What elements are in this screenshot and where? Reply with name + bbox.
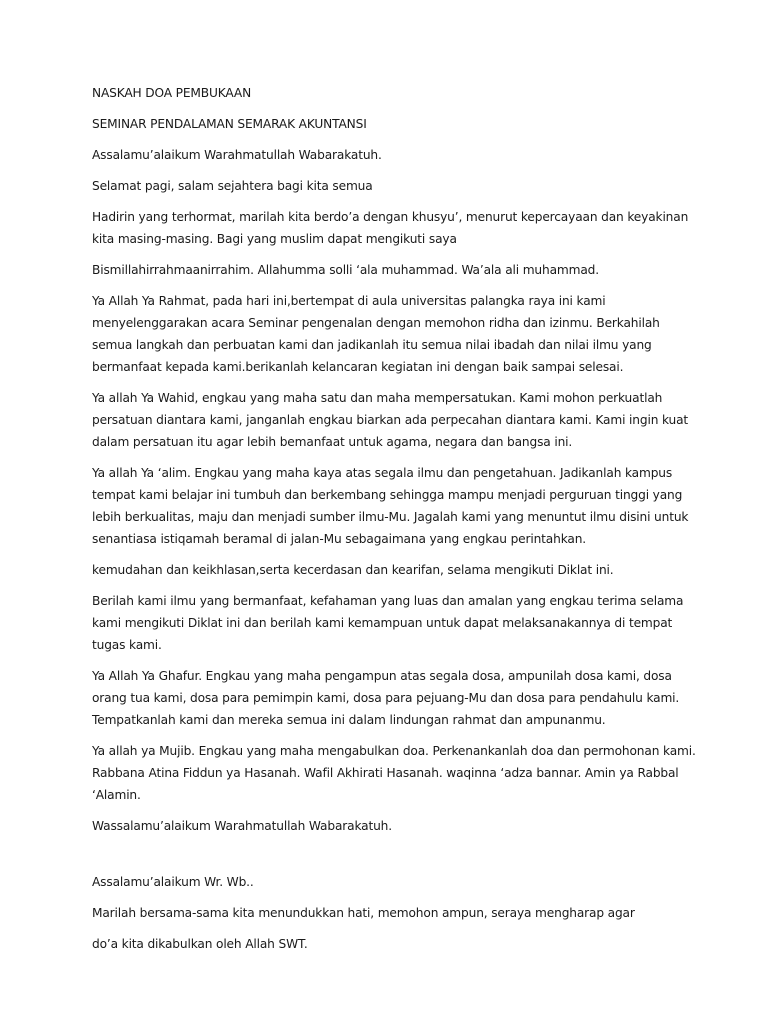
paragraph-line: Assalamu’alaikum Warahmatullah Wabarakatuh. xyxy=(92,148,382,162)
paragraph xyxy=(92,902,692,924)
paragraph-line: persatuan diantara kami, janganlah engkau biarkan ada perpecahan diantara kami. Kami ingin kuat xyxy=(92,413,689,427)
paragraph-line: lebih berkualitas, maju dan menjadi sumber ilmu-Mu. Jagalah kami yang menuntut ilmu disini untuk xyxy=(92,510,689,524)
paragraph-line: do’a kita dikabulkan oleh Allah SWT. xyxy=(92,937,308,951)
paragraph xyxy=(92,933,692,955)
paragraph-line: tugas kami. xyxy=(92,638,162,652)
paragraph-line: dalam persatuan itu agar lebih bemanfaat untuk agama, negara dan bangsa ini. xyxy=(92,435,573,449)
paragraph-line: Marilah bersama-sama kita menundukkan hati, memohon ampun, seraya mengharap agar xyxy=(92,906,635,920)
paragraph-line: Bismillahirrahmaanirrahim. Allahumma solli ‘ala muhammad. Wa’ala ali muhammad. xyxy=(92,263,599,277)
paragraph-line: kita masing-masing. Bagi yang muslim dapat mengikuti saya xyxy=(92,232,457,246)
paragraph-line: Ya Allah Ya Ghafur. Engkau yang maha pengampun atas segala dosa, ampunilah dosa kami, dosa xyxy=(92,669,672,683)
paragraph-line: Ya Allah Ya Rahmat, pada hari ini,bertempat di aula universitas palangka raya ini kami xyxy=(92,294,606,308)
paragraph-line: bermanfaat kepada kami.berikanlah kelancaran kegiatan ini dengan baik sampai selesai. xyxy=(92,360,624,374)
paragraph xyxy=(92,259,692,281)
paragraph-line: Wassalamu’alaikum Warahmatullah Wabarakatuh. xyxy=(92,819,392,833)
paragraph xyxy=(92,387,692,453)
paragraph-line: menyelenggarakan acara Seminar pengenalan dengan memohon ridha dan izinmu. Berkahilah xyxy=(92,316,660,330)
paragraph-line: Assalamu’alaikum Wr. Wb.. xyxy=(92,875,254,889)
paragraph xyxy=(92,559,692,581)
paragraph-line: Hadirin yang terhormat, marilah kita berdo’a dengan khusyu’, menurut kepercayaan dan keyakinan xyxy=(92,210,689,224)
paragraph-line: ‘Alamin. xyxy=(92,788,141,802)
paragraph-line: orang tua kami, dosa para pemimpin kami, dosa para pejuang-Mu dan dosa para pendahulu kami. xyxy=(92,691,680,705)
paragraph xyxy=(92,462,692,550)
document-title: NASKAH DOA PEMBUKAAN xyxy=(92,86,252,100)
paragraph xyxy=(92,590,692,656)
paragraph-line: Ya allah Ya ‘alim. Engkau yang maha kaya atas segala ilmu dan pengetahuan. Jadikanlah kampus xyxy=(92,466,673,480)
paragraph-line: tempat kami belajar ini tumbuh dan berkembang sehingga mampu menjadi perguruan tinggi yang xyxy=(92,488,683,502)
paragraph-line: kemudahan dan keikhlasan,serta kecerdasan dan kearifan, selama mengikuti Diklat ini. xyxy=(92,563,614,577)
paragraph-line: kami mengikuti Diklat ini dan berilah kami kemampuan untuk dapat melaksanakannya di tempat xyxy=(92,616,673,630)
closing-list xyxy=(92,871,692,955)
paragraph-list xyxy=(92,144,696,837)
paragraph-line: Ya allah ya Mujib. Engkau yang maha mengabulkan doa. Perkenankanlah doa dan permohonan kami. xyxy=(92,744,696,758)
paragraph-line: Berilah kami ilmu yang bermanfaat, kefahaman yang luas dan amalan yang engkau terima selama xyxy=(92,594,684,608)
paragraph xyxy=(92,815,692,837)
paragraph xyxy=(92,175,692,197)
paragraph xyxy=(92,290,692,378)
paragraph-line: Selamat pagi, salam sejahtera bagi kita semua xyxy=(92,179,373,193)
paragraph xyxy=(92,144,692,166)
paragraph xyxy=(92,206,692,250)
paragraph xyxy=(92,665,692,731)
paragraph-line: senantiasa istiqamah beramal di jalan-Mu sebagaimana yang engkau perintahkan. xyxy=(92,532,587,546)
paragraph-line: Tempatkanlah kami dan mereka semua ini dalam lindungan rahmat dan ampunanmu. xyxy=(92,713,606,727)
section-gap xyxy=(92,846,692,871)
paragraph-line: Ya allah Ya Wahid, engkau yang maha satu dan maha mempersatukan. Kami mohon perkuatlah xyxy=(92,391,663,405)
paragraph xyxy=(92,740,696,806)
paragraph-line: semua langkah dan perbuatan kami dan jadikanlah itu semua nilai ibadah dan nilai ilmu yang xyxy=(92,338,652,352)
paragraph xyxy=(92,871,692,893)
document-subtitle: SEMINAR PENDALAMAN SEMARAK AKUNTANSI xyxy=(92,117,367,131)
paragraph-line: Rabbana Atina Fiddun ya Hasanah. Wafil Akhirati Hasanah. waqinna ‘adza bannar. Amin ya Rabbal xyxy=(92,766,679,780)
document-body xyxy=(92,82,696,964)
